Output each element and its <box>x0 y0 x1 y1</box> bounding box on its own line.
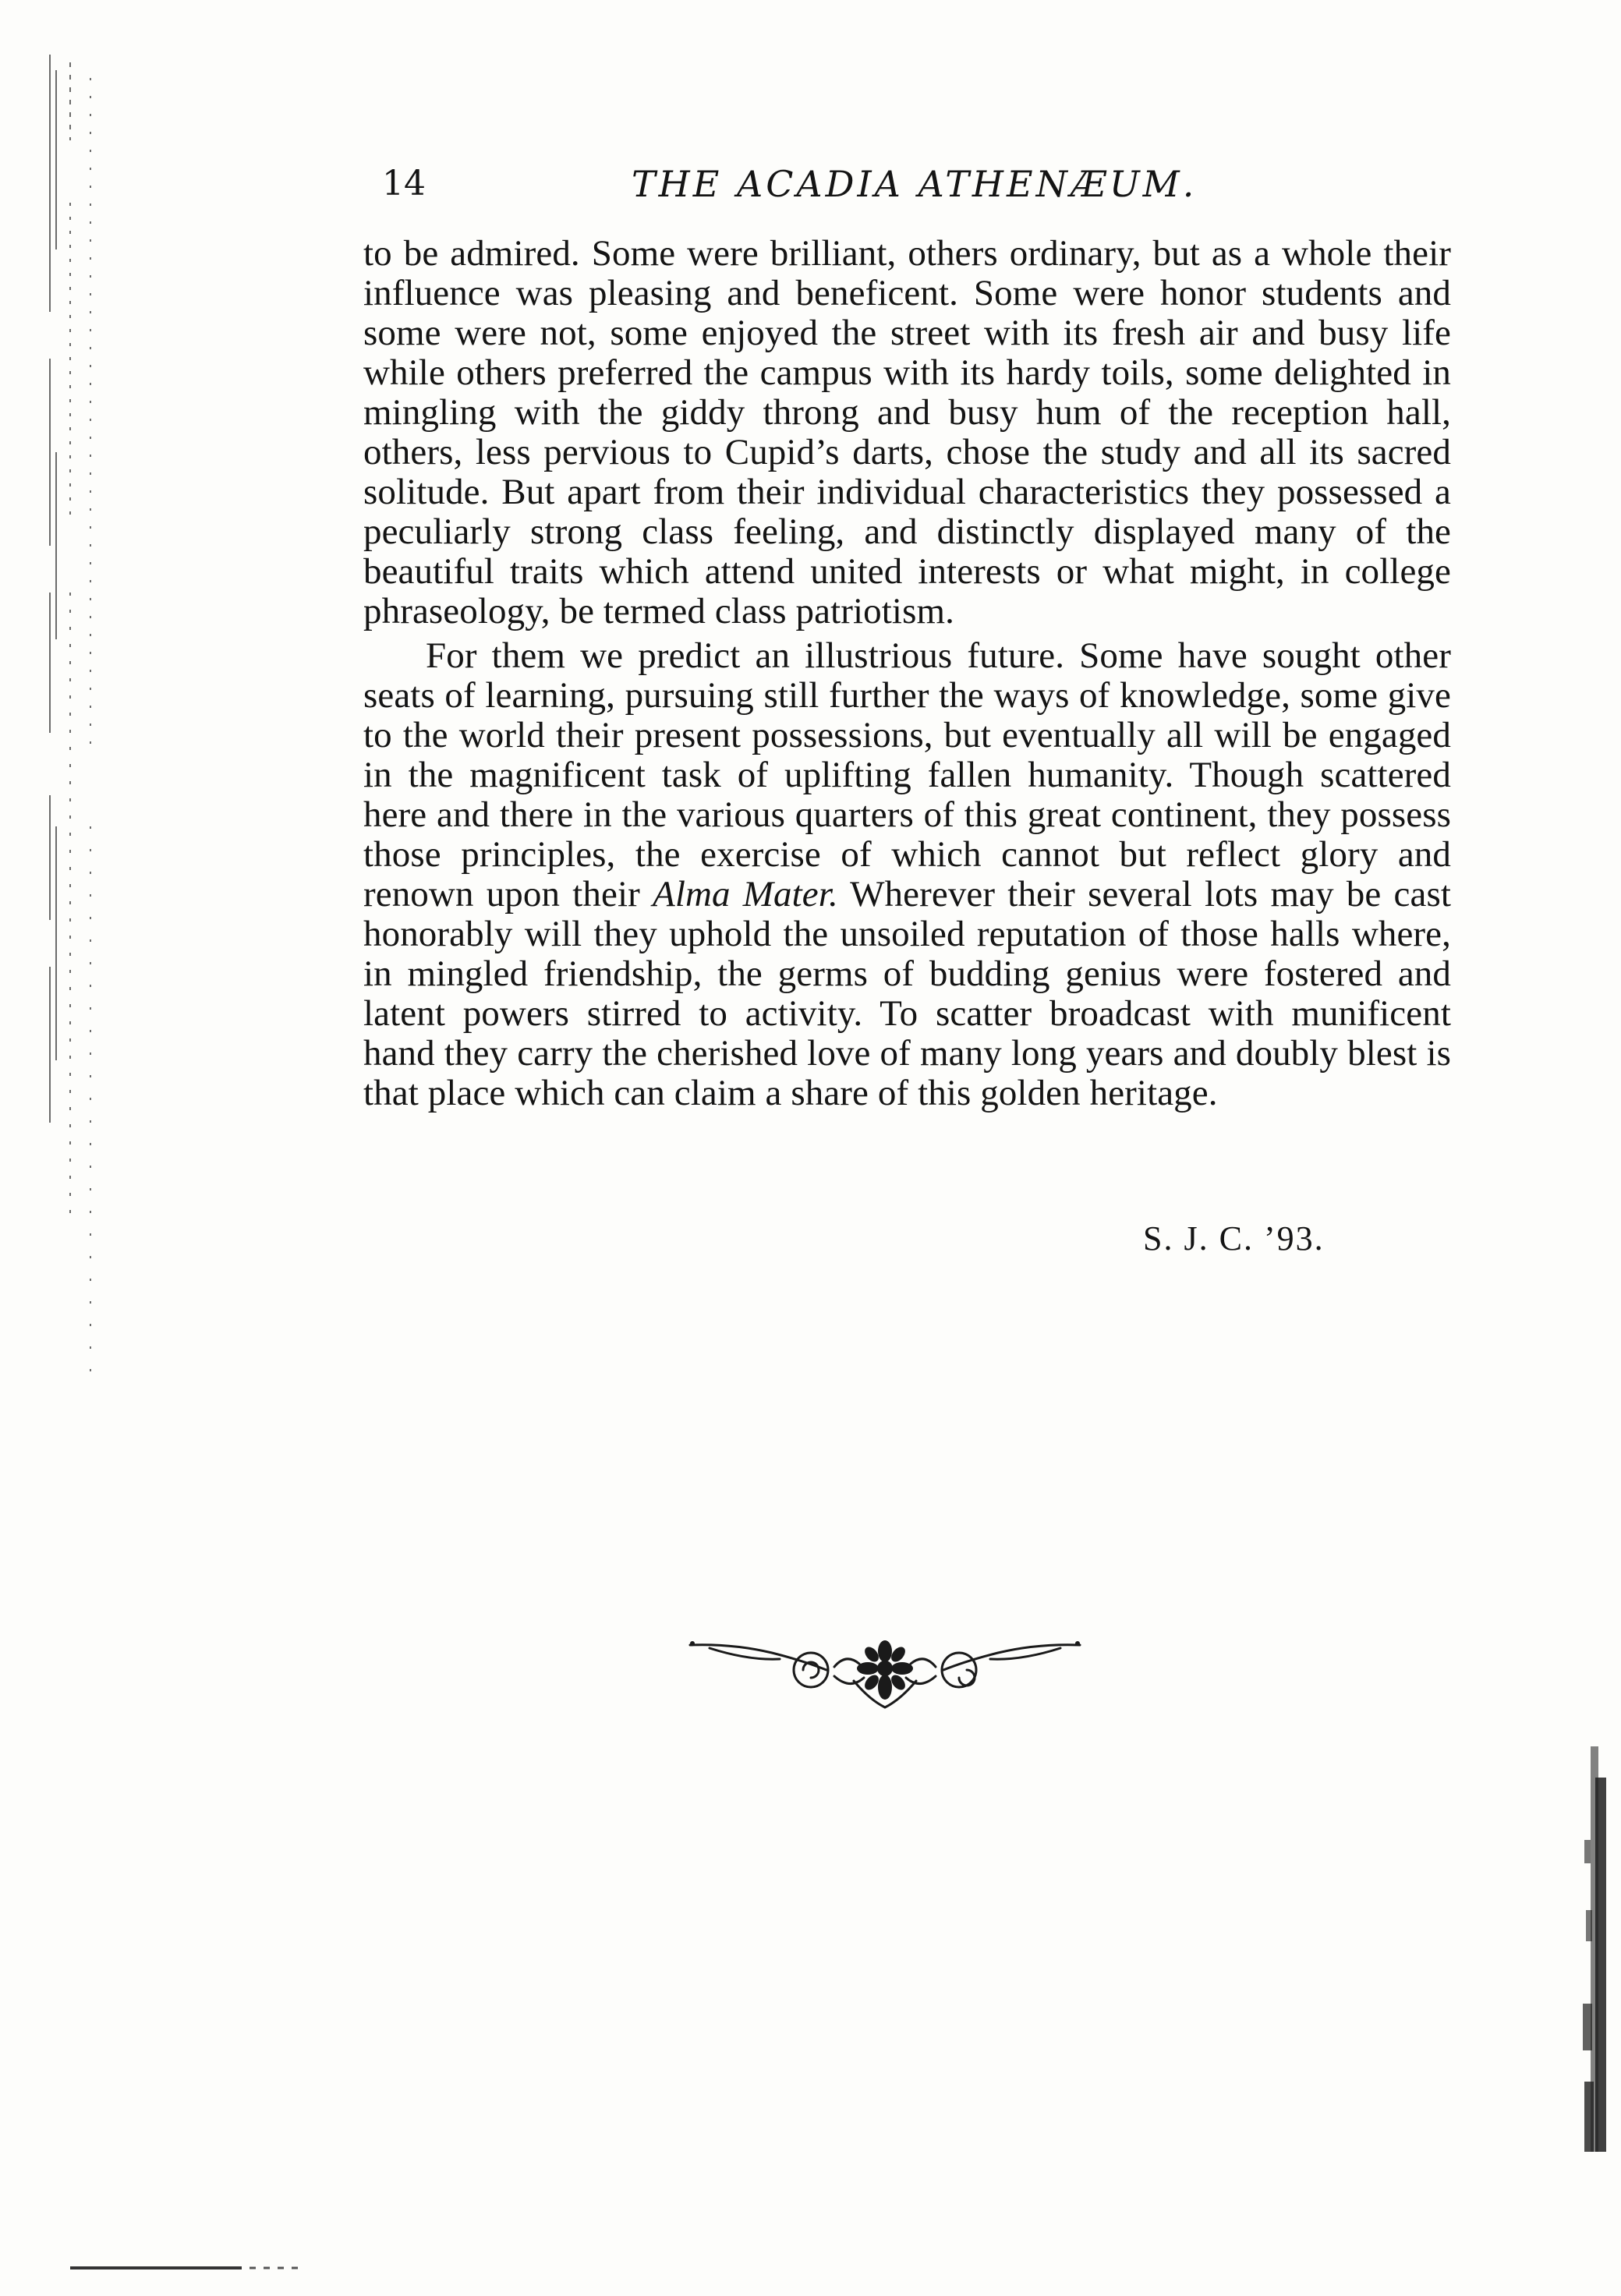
article-body <box>363 234 1451 1113</box>
page-edge-shadow <box>1569 1746 1608 2152</box>
italic-phrase: Alma Mater. <box>653 874 838 915</box>
floral-scroll-ornament-icon <box>686 1629 1084 1715</box>
page-header <box>366 161 1458 215</box>
author-signature: S. J. C. ’93. <box>1143 1219 1325 1258</box>
binding-edge-marks <box>39 47 109 1450</box>
running-title: THE ACADIA ATHENÆUM. <box>632 163 1198 205</box>
scan-artifact-line <box>70 2265 304 2271</box>
paragraph-text: For them we predict an illustrious future. Some have sought other seats of learning, pursuing still further the ways of knowledge, some give to the world their present possessions, but eventually all will be engaged in the magnificent task of uplifting fallen humanity. Though scattered here and there in the various quarters of this great continent, they possess those principles, the exercise of which cannot but reflect glory and renown upon their <box>363 635 1451 915</box>
paragraph <box>363 636 1451 1113</box>
page-number: 14 <box>382 164 426 203</box>
paragraph: to be admired. Some were brilliant, others ordinary, but as a whole their influence was pleasing and beneficent. Some were honor students and some were not, some enjoyed the street with its fresh air and busy life while others preferred the campus with its hardy toils, some delighted in mingling with the giddy throng and busy hum of the reception hall, others, less pervious to Cupid’s darts, chose the study and all its sacred solitude. But apart from their individual characteristics they possessed a peculiarly strong class feeling, and distinctly displayed many of the beautiful traits which attend united interests or what might, in college phraseology, be termed class patriotism. <box>363 233 1451 631</box>
paragraph-text: Wherever their several lots may be cast honorably will they uphold the unsoiled reputation of those halls where, in mingled friendship, the germs of budding genius were fostered and latent powers stirred to activity. To scatter broadcast with munificent hand they carry the cherished love of many long years and doubly blest is that place which can claim a share of this golden heritage. <box>363 874 1451 1113</box>
